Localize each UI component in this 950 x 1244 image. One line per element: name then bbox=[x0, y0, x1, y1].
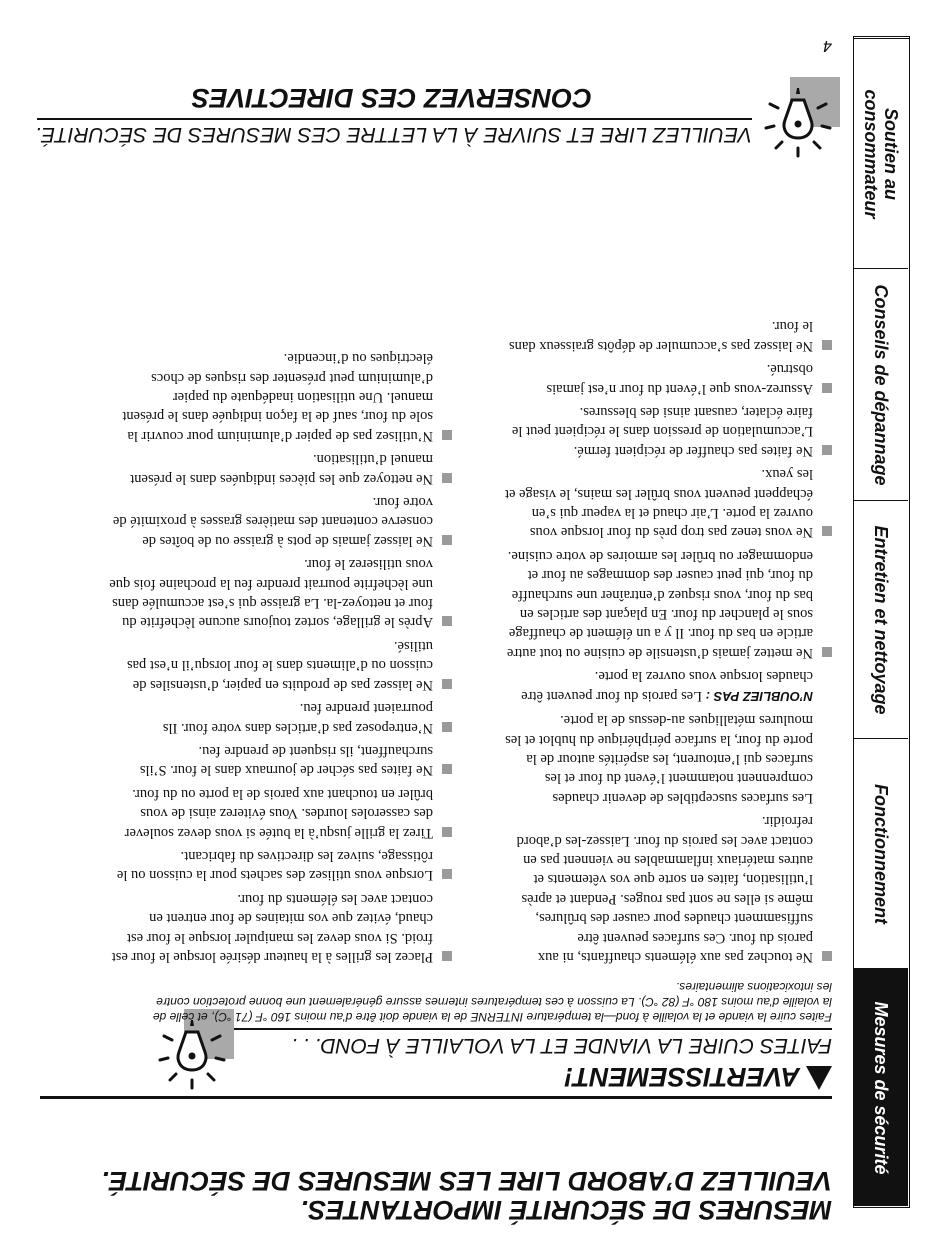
tab-label: Soutien au consommateur bbox=[861, 88, 901, 219]
list-item bbox=[502, 811, 832, 966]
page-number: 4 bbox=[823, 37, 832, 54]
list-item-text: N’utilisez pas de papier d’aluminium pour couvrir la sole du four, sauf de la façon indiquée dans le présent manuel. Une utilisation inadéquate du papier d’aluminium peut présenter des risques de chocs électriques ou d’incendie. bbox=[122, 350, 433, 444]
list-item bbox=[502, 402, 832, 460]
bullet-square bbox=[822, 340, 832, 350]
footer-divider bbox=[37, 119, 752, 121]
warning-heading bbox=[232, 1059, 832, 1093]
list-item bbox=[502, 316, 832, 355]
list-item-text: Ne vous tenez pas trop près du four lorsque vous ouvrez la porte. L’air chaud et la vapeur qui s’en échappent peuvent vous brûler les mains, le visage et les yeux. bbox=[504, 466, 813, 541]
bullet-square bbox=[442, 535, 452, 545]
tab-mesures-securite[interactable] bbox=[854, 969, 908, 1206]
warning-heading-text: AVERTISSEMENT! bbox=[563, 1062, 800, 1092]
list-item bbox=[107, 741, 452, 780]
right-column bbox=[107, 348, 452, 966]
tab-soutien-consommateur[interactable] bbox=[854, 39, 908, 269]
bullet-square bbox=[442, 722, 452, 732]
lightbulb-icon bbox=[752, 70, 844, 162]
tab-entretien-nettoyage[interactable] bbox=[854, 501, 908, 739]
list-item bbox=[107, 492, 452, 550]
bullet-square bbox=[442, 951, 452, 961]
list-item bbox=[502, 359, 832, 398]
list-item bbox=[107, 698, 452, 737]
bullet-square bbox=[442, 473, 452, 483]
list-item bbox=[502, 464, 832, 542]
warning-triangle-icon bbox=[806, 1066, 832, 1090]
tab-label: Conseils de dépannage bbox=[871, 283, 891, 486]
footer-read-line: VEUILLEZ LIRE ET SUIVRE À LA LETTRE CES MESURES DE SÉCURITÉ. bbox=[35, 123, 752, 146]
list-item-text: Ne faites pas sécher de journaux dans le four. S’ils surchauffent, ils risquent de prendre feu. bbox=[139, 742, 433, 779]
list-item-text: Ne mettez jamais d’ustensile de cuisine ou tout autre article en bas du four. Il y a un élément de chauffage sous le plancher du four. En plaçant des articles en bas du four, vous risquez d’entraîner une surchauffe du four, qui peut causer des dommages au four et endommager ou brûler les armoires de votre cuisine. bbox=[506, 547, 813, 661]
list-item bbox=[107, 449, 452, 488]
list-item-text: Après le grillage, sortez toujours aucune lèchefrite du four et nettoyez-la. La graisse qui s’est accumulée dans une lèchefrite pourrait prendre feu la prochaine fois que vous utiliserez le four. bbox=[109, 556, 433, 631]
list-item-text: Les surfaces susceptibles de devenir chaudes comprennent notamment l’évent du four et les surfaces qui l’entourent, les aspérités autour de la porte du four, la surface périphérique du hublot et les moulures métalliques au-dessus de la porte. bbox=[505, 712, 813, 806]
section-tabs-visible bbox=[853, 38, 910, 1208]
list-item-text: Ne laissez pas de produits en papier, d’ustensiles de cuisson ou d’aliments dans le four lorsqu’il n’est pas utilisé. bbox=[126, 637, 433, 693]
list-item bbox=[107, 846, 452, 885]
list-item bbox=[107, 636, 452, 694]
list-item-text: Placez les grilles à la hauteur désirée lorsque le four est froid. Si vous devez les manipuler lorsque le four est chaud, évitez que vos mitaines de four entrent en contact avec les éléments du four. bbox=[111, 890, 433, 965]
list-item-text: Ne touchez pas aux éléments chauffants, ni aux parois du four. Ces surfaces peuvent être suffisamment chaudes pour causer des brûlures, même si elles ne sont pas rouges. Pendant et après l’utilisation, faites en sorte que vos vêtements et autres matériaux inflammables ne viennent pas en contact avec les parois du four. Laissez-les d’abord refroidir. bbox=[516, 813, 813, 965]
bullet-square bbox=[442, 827, 452, 837]
note-title: N’OUBLIEZ PAS : bbox=[705, 688, 813, 704]
bullet-square bbox=[442, 764, 452, 774]
bullet-square bbox=[442, 430, 452, 440]
page-title bbox=[72, 1164, 832, 1224]
left-column bbox=[502, 316, 832, 966]
warning-divider bbox=[232, 1029, 832, 1031]
title-divider bbox=[40, 1096, 832, 1099]
list-item bbox=[107, 888, 452, 966]
note-text: Les parois du four peuvent être chaudes lorsque vous ouvrez la porte. bbox=[521, 668, 813, 704]
tab-label: Mesures de sécurité bbox=[871, 1000, 891, 1175]
warning-subheading: FAITES CUIRE LA VIANDE ET LA VOLAILLE À FOND. . . bbox=[291, 1034, 832, 1057]
list-item-text: Tirez la grille jusqu’à la butée si vous devez soulever des casseroles lourdes. Vous éviterez ainsi de vous brûler en touchant aux parois de la porte ou du four. bbox=[124, 785, 433, 841]
list-item-text: Lorsque vous utilisez des sachets pour la cuisson ou le rôtissage, suivez les directives du fabricant. bbox=[116, 847, 433, 884]
conserve-title: CONSERVEZ CES DIRECTIVES bbox=[191, 83, 592, 113]
bullet-square bbox=[822, 526, 832, 536]
list-item-text: Assurez-vous que l’évent du four n’est jamais obstrué. bbox=[546, 361, 813, 397]
page-title-line1: MESURES DE SÉCURITÉ IMPORTANTES. bbox=[300, 1195, 832, 1225]
tab-label: Fonctionnement bbox=[871, 783, 891, 924]
footer-icon-box bbox=[752, 70, 844, 162]
bullet-square bbox=[822, 951, 832, 961]
bullet-square bbox=[442, 617, 452, 627]
bullet-square bbox=[822, 445, 832, 455]
list-item-text: Ne faites pas chauffer de récipient fermé. L’accumulation de pression dans le récipient peut le faire éclater, causant ainsi des blessures. bbox=[511, 404, 813, 459]
list-item bbox=[107, 348, 452, 445]
list-item-text: Ne laissez jamais de pots à graisse ou de boîtes de conserve contenant des matières grasses à proximité de votre four. bbox=[112, 494, 433, 549]
list-item-continuation bbox=[502, 710, 832, 807]
list-item-text: Ne nettoyez que les pièces indiquées dans le présent manuel d’utilisation. bbox=[130, 451, 433, 487]
list-item bbox=[107, 783, 452, 841]
tab-conseils-depannage[interactable] bbox=[854, 269, 908, 501]
bullet-square bbox=[822, 647, 832, 657]
warning-text: Faites cuire la viande et la volaille à fond—la température INTERNE de la viande doit être d’au moins 160 °F (71 °C), et celle de la volaille d’au moins 180 °F (82 °C). La cuisson à ces températures internes assure généralement une bonne protection contre les intoxications alimentaires. bbox=[152, 980, 832, 1024]
bullet-square bbox=[822, 383, 832, 393]
tab-label: Entretien et nettoyage bbox=[871, 524, 891, 715]
bullet-square bbox=[442, 679, 452, 689]
list-item-text: Ne laissez pas s’accumuler de dépôts graisseux dans le four. bbox=[509, 318, 813, 354]
list-item-text: N’entreposez pas d’articles dans votre four. Ils pourraient prendre feu. bbox=[162, 700, 433, 736]
note bbox=[502, 666, 832, 706]
page-title-line2: VEUILLEZ D’ABORD LIRE LES MESURES DE SÉCURITÉ. bbox=[101, 1166, 832, 1196]
list-item bbox=[107, 554, 452, 632]
bullet-square bbox=[442, 869, 452, 879]
tab-fonctionnement[interactable] bbox=[854, 739, 908, 969]
list-item bbox=[502, 545, 832, 661]
